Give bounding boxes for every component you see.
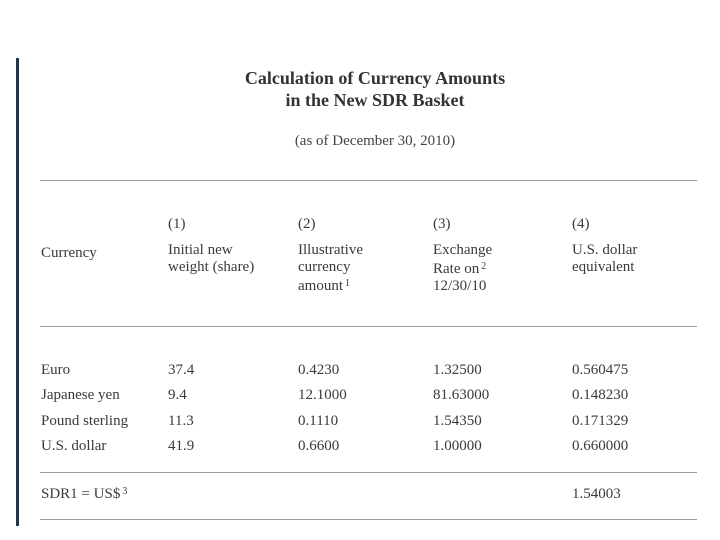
col3-header-line2 [433, 261, 486, 279]
col1-header-line2: weight (share) [168, 259, 255, 275]
row-usd-weight: 41.9 [168, 438, 195, 454]
total-label: SDR1 = US$ [41, 486, 121, 502]
col2-header-line1: Illustrative [298, 242, 363, 258]
left-accent-bar [16, 58, 19, 526]
row-euro-usd: 0.560475 [572, 362, 629, 378]
row-yen-usd: 0.148230 [572, 387, 629, 403]
col3-header-line3: 12/30/10 [433, 278, 487, 294]
total-value: 1.54003 [572, 486, 621, 502]
row-pound-currency: Pound sterling [41, 413, 129, 429]
total-rule [40, 472, 697, 473]
row-yen-rate: 81.63000 [433, 387, 490, 403]
total-label-cell [41, 486, 127, 504]
row-euro-rate: 1.32500 [433, 362, 482, 378]
col1-number: (1) [168, 216, 186, 232]
bottom-rule [40, 519, 697, 520]
header-rule [40, 326, 697, 327]
row-pound-weight: 11.3 [168, 413, 194, 429]
row-usd-currency: U.S. dollar [41, 438, 107, 454]
col2-footnote-mark: 1 [345, 278, 350, 289]
row-usd-rate: 1.00000 [433, 438, 482, 454]
col2-header-line2: currency [298, 259, 351, 275]
currency-header: Currency [41, 245, 97, 261]
row-euro-weight: 37.4 [168, 362, 195, 378]
row-pound-usd: 0.171329 [572, 413, 629, 429]
row-usd-usd: 0.660000 [572, 438, 629, 454]
row-pound-amount: 0.1110 [298, 413, 339, 429]
col3-header-line1: Exchange [433, 242, 493, 258]
row-yen-amount: 12.1000 [298, 387, 347, 403]
col3-header-rate-on: Rate on [433, 261, 480, 277]
col4-header-line1: U.S. dollar [572, 242, 638, 258]
subtitle: (as of December 30, 2010) [294, 133, 456, 149]
col1-header-line1: Initial new [168, 242, 233, 258]
row-euro-currency: Euro [41, 362, 71, 378]
col2-header-amount: amount [298, 278, 343, 294]
title-line-1: Calculation of Currency Amounts [244, 68, 506, 88]
row-usd-amount: 0.6600 [298, 438, 340, 454]
row-yen-weight: 9.4 [168, 387, 187, 403]
total-footnote-mark: 3 [122, 486, 128, 497]
row-yen-currency: Japanese yen [41, 387, 120, 403]
row-euro-amount: 0.4230 [298, 362, 340, 378]
col2-number: (2) [298, 216, 316, 232]
title-line-2: in the New SDR Basket [285, 90, 465, 110]
col3-number: (3) [433, 216, 451, 232]
col4-header-line2: equivalent [572, 259, 635, 275]
col3-footnote-mark: 2 [481, 261, 487, 272]
col2-header-line3 [298, 278, 350, 296]
row-pound-rate: 1.54350 [433, 413, 482, 429]
top-rule [40, 180, 697, 181]
col4-number: (4) [572, 216, 590, 232]
